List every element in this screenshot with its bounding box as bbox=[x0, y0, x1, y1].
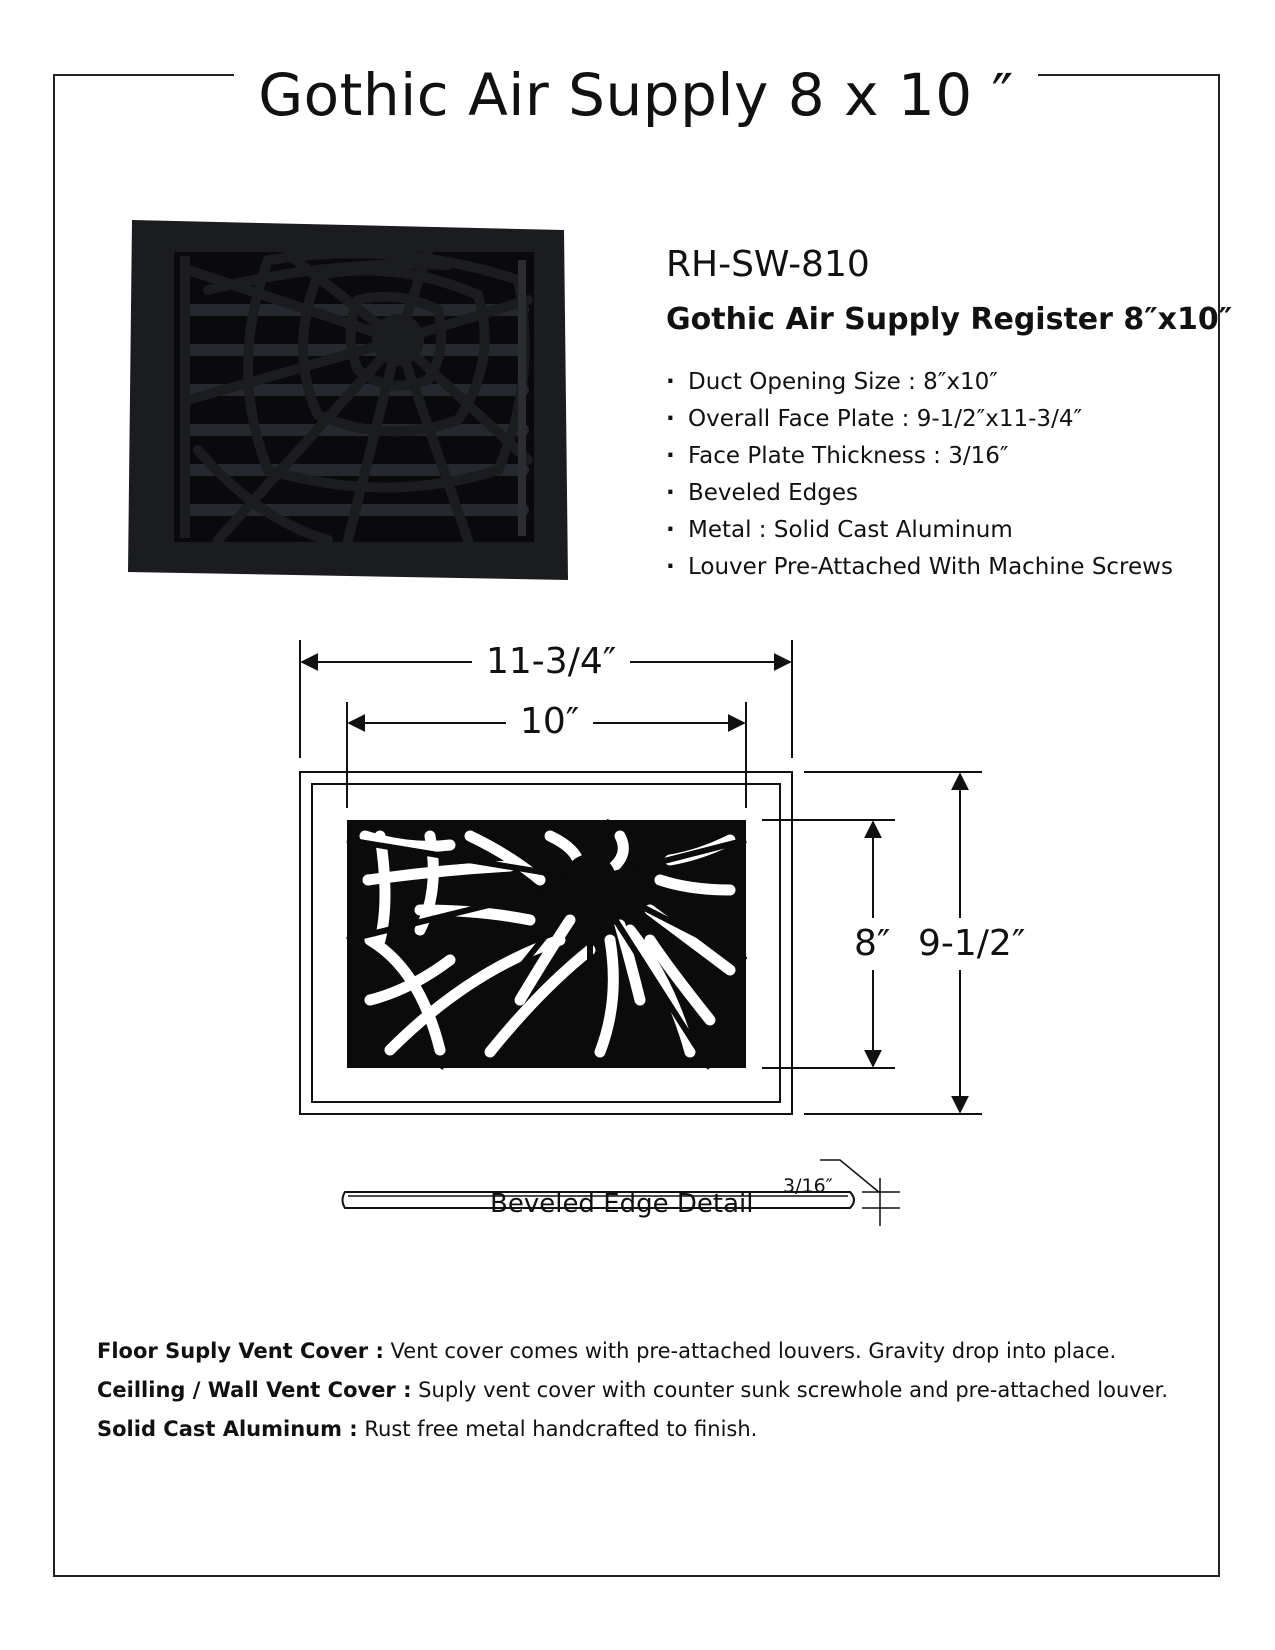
product-sku: RH-SW-810 bbox=[666, 244, 870, 285]
note-floor: Floor Suply Vent Cover : Vent cover comes with pre-attached louvers. Gravity drop into place. bbox=[97, 1339, 1117, 1363]
product-name: Gothic Air Supply Register 8″x10″ bbox=[666, 302, 1233, 337]
page-title: Gothic Air Supply 8 x 10 ″ bbox=[258, 61, 1014, 129]
spec-item: · Duct Opening Size : 8″x10″ bbox=[666, 364, 1173, 401]
overall-height-label: 9-1/2″ bbox=[912, 918, 1031, 970]
opening-width-label: 10″ bbox=[506, 700, 593, 744]
spec-item: · Face Plate Thickness : 3/16″ bbox=[666, 438, 1173, 475]
spec-item: · Overall Face Plate : 9-1/2″x11-3/4″ bbox=[666, 401, 1173, 438]
spec-item: · Beveled Edges bbox=[666, 475, 1173, 512]
spec-item: · Louver Pre-Attached With Machine Screws bbox=[666, 549, 1173, 586]
note-aluminum: Solid Cast Aluminum : Rust free metal handcrafted to finish. bbox=[97, 1417, 758, 1441]
notes-section bbox=[97, 1332, 1168, 1449]
overall-width-label: 11-3/4″ bbox=[472, 640, 630, 684]
spec-item: · Metal : Solid Cast Aluminum bbox=[666, 512, 1173, 549]
opening-height-label: 8″ bbox=[850, 918, 894, 970]
title-block bbox=[234, 50, 1038, 129]
product-photo bbox=[128, 220, 580, 586]
spec-list bbox=[666, 364, 1173, 586]
edge-detail-label: Beveled Edge Detail bbox=[490, 1189, 754, 1219]
thickness-label: 3/16″ bbox=[783, 1175, 833, 1197]
note-ceiling-wall: Ceilling / Wall Vent Cover : Suply vent cover with counter sunk screwhole and pre-attached louver. bbox=[97, 1378, 1169, 1402]
